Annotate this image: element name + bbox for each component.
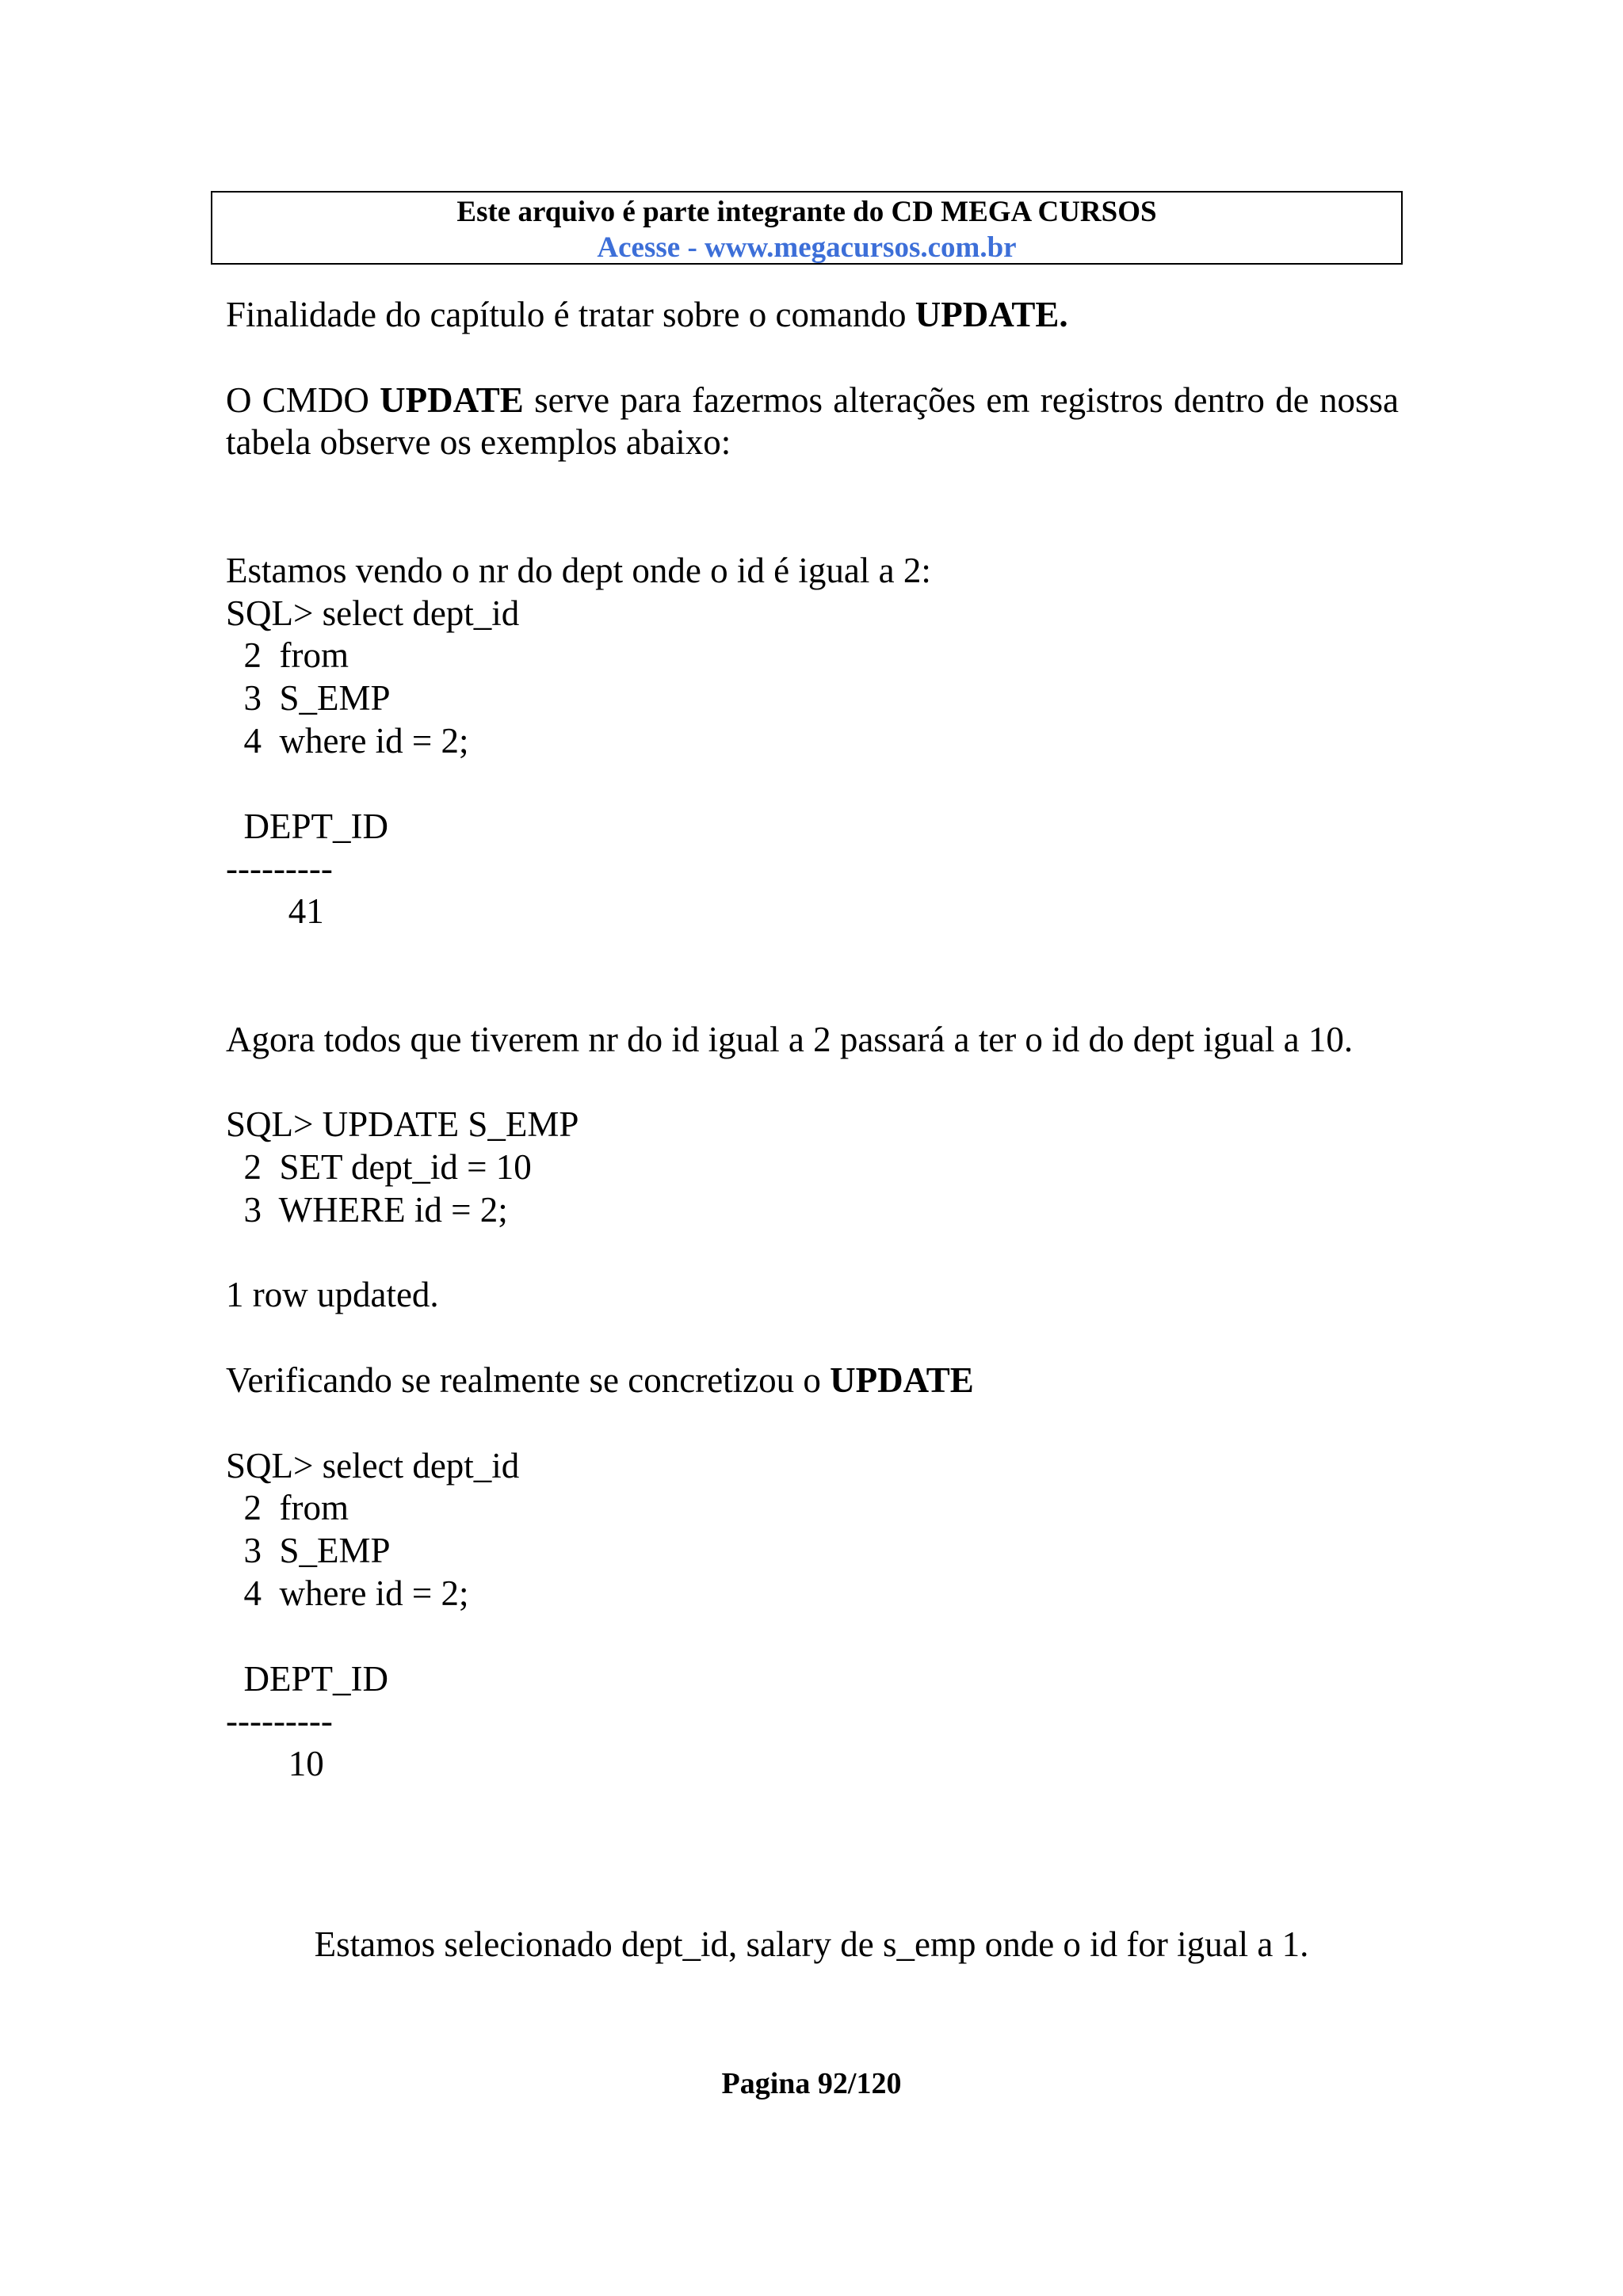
example2-sql-line: 2 from: [226, 1488, 349, 1528]
update-sql-line: 3 WHERE id = 2;: [226, 1189, 508, 1230]
example2-result-header: DEPT_ID: [226, 1658, 388, 1699]
example1-sql-line: 3 S_EMP: [226, 678, 391, 719]
cmdo-post: serve para fazermos alterações em registros dentro de nossa tabela observe os exemplos abaixo:: [226, 379, 1399, 463]
cmdo-paragraph: [226, 379, 1399, 465]
example1-result-value: 41: [226, 891, 324, 932]
example2-sql-line: 3 S_EMP: [226, 1531, 391, 1571]
example1-result-separator: ---------: [226, 849, 333, 889]
intro-bold: UPDATE.: [915, 295, 1068, 334]
intro-text: Finalidade do capítulo é tratar sobre o comando: [226, 295, 915, 334]
example2-sql-line: 4 where id = 2;: [226, 1573, 469, 1613]
cmdo-bold: UPDATE: [380, 379, 524, 420]
page-number: Pagina 92/120: [721, 2067, 902, 2100]
update-sql-line: SQL> UPDATE S_EMP: [226, 1104, 579, 1145]
page-content: [226, 294, 1399, 1786]
header-link[interactable]: Acesse - www.megacursos.com.br: [597, 231, 1017, 264]
header-title: Este arquivo é parte integrante do CD MEGA CURSOS: [456, 196, 1157, 228]
update-result: 1 row updated.: [226, 1275, 439, 1315]
update-paragraph: Agora todos que tiverem nr do id igual a 2 passará a ter o id do dept igual a 10.: [226, 1019, 1354, 1059]
example2-result-value: 10: [226, 1744, 324, 1784]
verify-paragraph: [226, 1360, 1399, 1402]
example1-result-header: DEPT_ID: [226, 806, 388, 846]
update-sql-line: 2 SET dept_id = 10: [226, 1146, 532, 1187]
example2-result-separator: ---------: [226, 1701, 333, 1741]
intro-paragraph: [226, 294, 1399, 337]
cmdo-pre: O CMDO: [226, 379, 380, 420]
header-banner: [211, 191, 1403, 265]
example1-sql-line: SQL> select dept_id: [226, 593, 520, 633]
example2-sql-line: SQL> select dept_id: [226, 1445, 520, 1486]
closing-paragraph: Estamos selecionado dept_id, salary de s_emp onde o id for igual a 1.: [314, 1924, 1309, 1964]
verify-text: Verificando se realmente se concretizou o: [226, 1360, 831, 1400]
example1-sql-line: 2 from: [226, 635, 349, 676]
example1-sql-line: 4 where id = 2;: [226, 720, 469, 761]
verify-bold: UPDATE: [830, 1360, 974, 1400]
example1-caption: Estamos vendo o nr do dept onde o id é igual a 2:: [226, 550, 931, 590]
